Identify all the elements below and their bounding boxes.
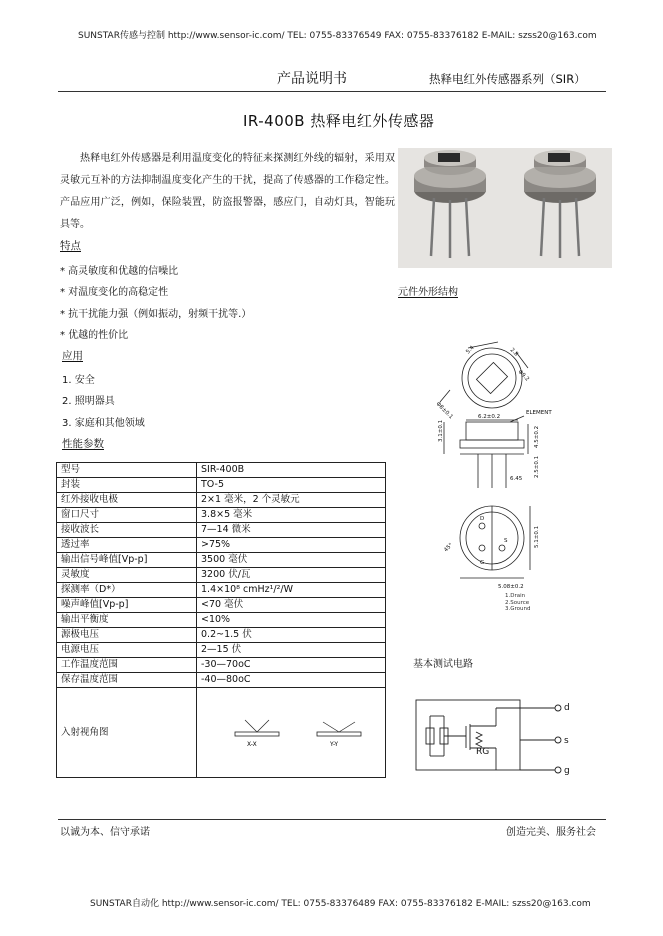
dim-label: 5.1±0.1 bbox=[534, 525, 540, 548]
spec-key: 电源电压 bbox=[57, 643, 197, 658]
header-contact: SUNSTAR传感与控制 http://www.sensor-ic.com/ TEL: 0755-83376549 FAX: 0755-83376182 E-MAIL: szss20@163.com bbox=[78, 31, 597, 41]
application-item: 3. 家庭和其他领域 bbox=[62, 418, 145, 429]
spec-value: 3200 伏/瓦 bbox=[197, 568, 386, 583]
pin-label: S bbox=[504, 538, 508, 544]
spec-key: 红外接收电极 bbox=[57, 493, 197, 508]
table-row bbox=[57, 508, 386, 523]
view-angle-diagram bbox=[197, 688, 385, 772]
spec-value: 7—14 微米 bbox=[197, 523, 386, 538]
table-row bbox=[57, 628, 386, 643]
spec-value: 3500 毫伏 bbox=[197, 553, 386, 568]
params-heading: 性能参数 bbox=[62, 438, 104, 450]
spec-key: 接收波长 bbox=[57, 523, 197, 538]
dim-label: 2.5±0.1 bbox=[534, 455, 540, 478]
intro-paragraph: 热释电红外传感器是利用温度变化的特征来探测红外线的辐射，采用双灵敏元互补的方法抑制温度变化产生的干扰，提高了传感器的工作稳定性。产品应用广泛，例如，保险装置，防盗报警器，感应门，自动灯具，智能玩具等。 bbox=[60, 153, 395, 230]
table-row bbox=[57, 613, 386, 628]
spec-key: 噪声峰值[Vp-p] bbox=[57, 598, 197, 613]
terminal-d: d bbox=[564, 703, 570, 713]
spec-key: 透过率 bbox=[57, 538, 197, 553]
spec-key: 窗口尺寸 bbox=[57, 508, 197, 523]
application-item: 1. 安全 bbox=[62, 375, 95, 386]
rg-label: RG bbox=[476, 747, 490, 757]
table-row bbox=[57, 673, 386, 688]
applications-heading: 应用 bbox=[62, 350, 83, 362]
page-title: IR-400B 热释电红外传感器 bbox=[243, 112, 435, 130]
table-row bbox=[57, 583, 386, 598]
outline-title: 元件外形结构 bbox=[398, 287, 458, 298]
axis-y-label: Y-Y bbox=[330, 741, 339, 748]
dim-label: 45° bbox=[443, 542, 455, 554]
table-row bbox=[57, 553, 386, 568]
pin-label: G bbox=[480, 560, 485, 566]
feature-item: * 抗干扰能力强（例如振动，射频干扰等.） bbox=[60, 309, 252, 320]
table-row bbox=[57, 523, 386, 538]
spec-key: 保存温度范围 bbox=[57, 673, 197, 688]
spec-key: 封装 bbox=[57, 478, 197, 493]
view-angle-label: 入射视角图 bbox=[57, 688, 197, 778]
spec-table bbox=[56, 462, 386, 778]
footer-left: 以诚为本、信守承诺 bbox=[60, 827, 150, 838]
feature-item: * 对温度变化的高稳定性 bbox=[60, 287, 169, 298]
spec-value: 3.8×5 毫米 bbox=[197, 508, 386, 523]
dim-label: 6.2±0.2 bbox=[478, 414, 501, 420]
spec-value: TO-5 bbox=[197, 478, 386, 493]
spec-value: SIR-400B bbox=[197, 463, 386, 478]
features-heading: 特点 bbox=[60, 240, 81, 252]
header-rule bbox=[58, 91, 606, 92]
dim-label: Φ9.2 bbox=[516, 369, 531, 383]
view-angle-row bbox=[57, 688, 386, 778]
spec-key: 型号 bbox=[57, 463, 197, 478]
table-row bbox=[57, 643, 386, 658]
spec-key: 探测率（D*） bbox=[57, 583, 197, 598]
spec-key: 输出平衡度 bbox=[57, 613, 197, 628]
spec-value: 1.4×10⁸ cmHz¹/²/W bbox=[197, 583, 386, 598]
spec-value: 0.2~1.5 伏 bbox=[197, 628, 386, 643]
table-row bbox=[57, 493, 386, 508]
axis-x-label: X-X bbox=[247, 741, 257, 748]
terminal-g: g bbox=[564, 766, 570, 776]
series-label: 热释电红外传感器系列（SIR） bbox=[429, 72, 586, 86]
spec-value: <70 毫伏 bbox=[197, 598, 386, 613]
table-row bbox=[57, 463, 386, 478]
dim-label: 5.08±0.2 bbox=[498, 584, 524, 590]
dim-label: 5.4 bbox=[465, 344, 476, 356]
spec-key: 工作温度范围 bbox=[57, 658, 197, 673]
spec-value: 2×1 毫米，2 个灵敏元 bbox=[197, 493, 386, 508]
table-row bbox=[57, 658, 386, 673]
dim-label: Φ8±0.1 bbox=[434, 401, 454, 421]
spec-key: 源极电压 bbox=[57, 628, 197, 643]
application-item: 2. 照明器具 bbox=[62, 396, 115, 407]
feature-item: * 优越的性价比 bbox=[60, 330, 129, 341]
dim-label: 6.45 bbox=[510, 476, 523, 482]
spec-value: >75% bbox=[197, 538, 386, 553]
feature-item: * 高灵敏度和优越的信噪比 bbox=[60, 266, 179, 277]
spec-value: -40—80oC bbox=[197, 673, 386, 688]
doc-type-label: 产品说明书 bbox=[277, 71, 347, 87]
footer-rule bbox=[58, 819, 606, 820]
element-label: ELEMENT bbox=[526, 410, 552, 416]
outline-drawing bbox=[420, 338, 560, 600]
table-row bbox=[57, 568, 386, 583]
terminal-s: s bbox=[564, 736, 569, 746]
footer-right: 创造完美、服务社会 bbox=[506, 827, 596, 838]
table-row bbox=[57, 598, 386, 613]
test-circuit-diagram bbox=[410, 696, 590, 778]
spec-key: 输出信号峰值[Vp-p] bbox=[57, 553, 197, 568]
pin-label: D bbox=[480, 516, 485, 522]
table-row bbox=[57, 538, 386, 553]
pin-legend: 1.Drain 2.Source 3.Ground bbox=[505, 593, 531, 612]
product-photo bbox=[398, 148, 612, 268]
spec-value: 2—15 伏 bbox=[197, 643, 386, 658]
circuit-title: 基本测试电路 bbox=[413, 659, 473, 670]
table-row bbox=[57, 478, 386, 493]
dim-label: 2.8 bbox=[508, 347, 520, 358]
footer-contact: SUNSTAR自动化 http://www.sensor-ic.com/ TEL: 0755-83376489 FAX: 0755-83376182 E-MAIL: szss20@163.com bbox=[90, 899, 591, 909]
spec-value: <10% bbox=[197, 613, 386, 628]
dim-label: 3.1±0.1 bbox=[438, 419, 444, 442]
spec-value: -30—70oC bbox=[197, 658, 386, 673]
spec-key: 灵敏度 bbox=[57, 568, 197, 583]
dim-label: 4.5±0.2 bbox=[534, 425, 540, 448]
